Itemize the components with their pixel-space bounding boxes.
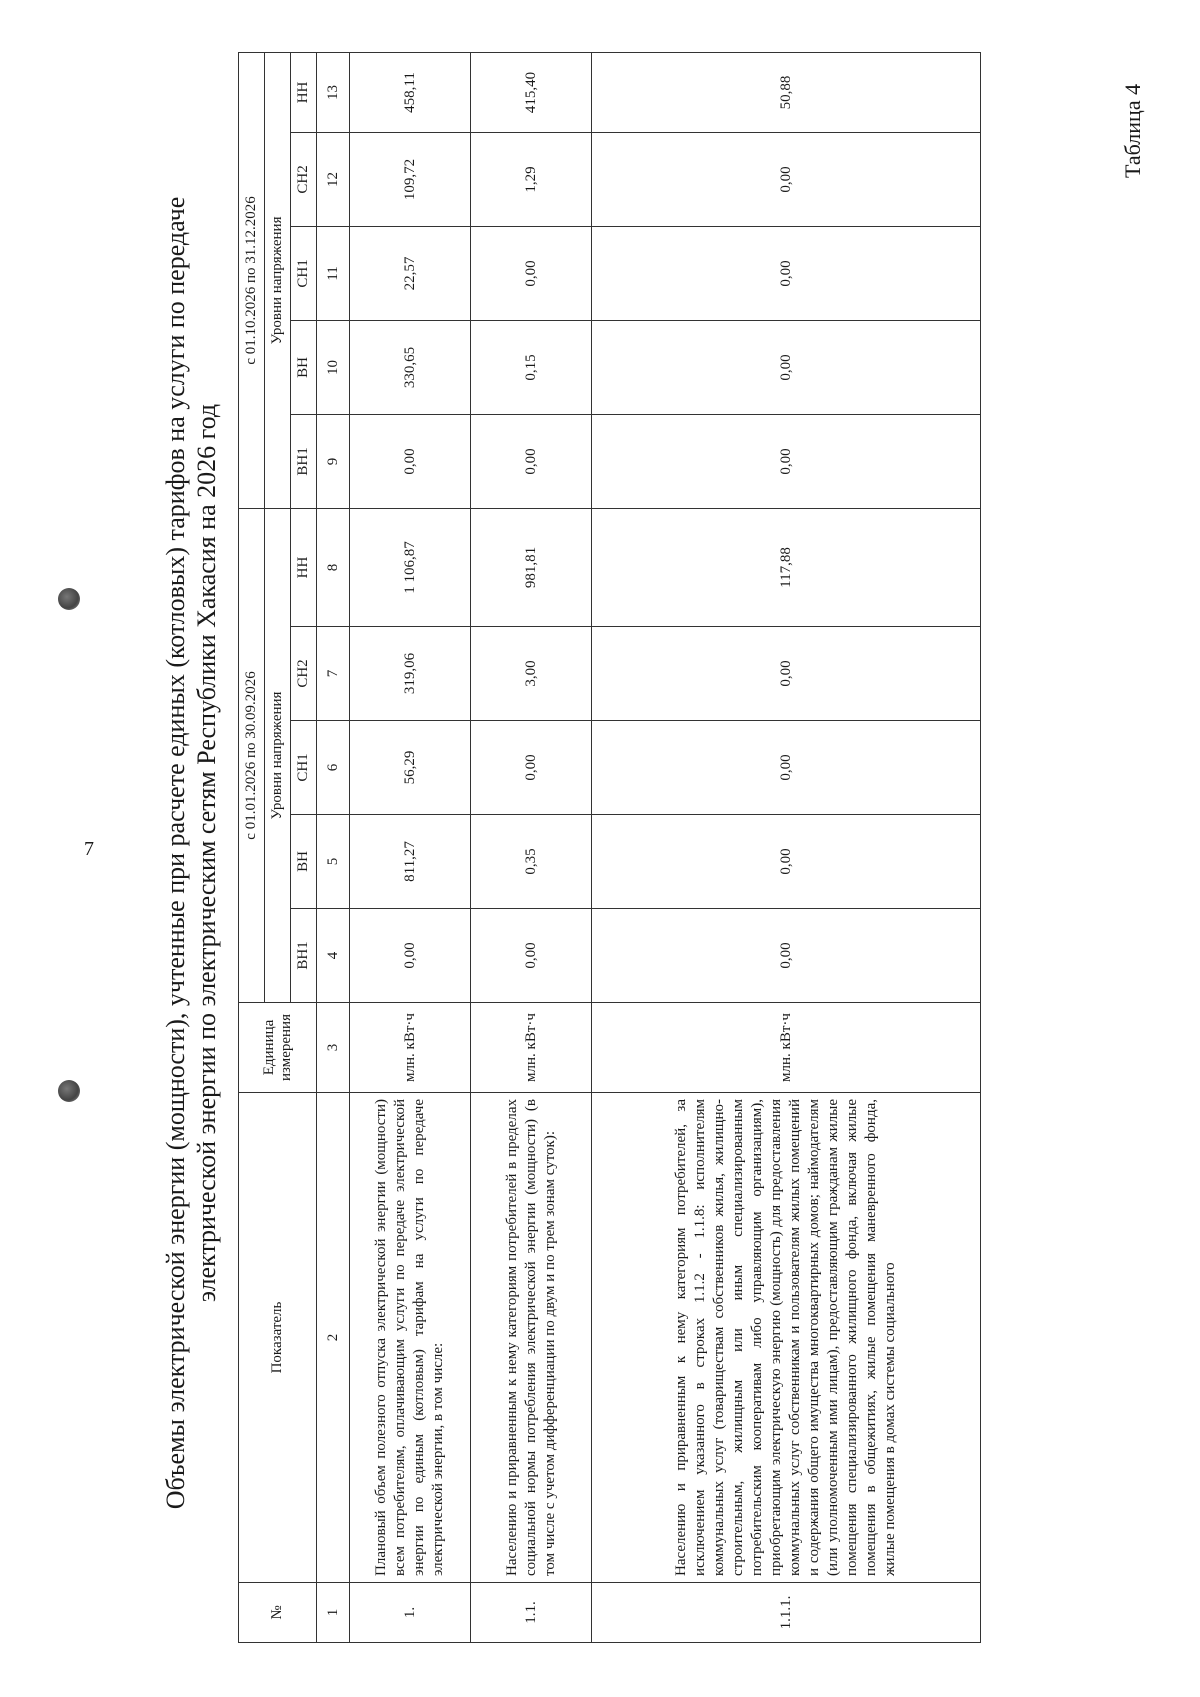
column-number: 10 — [317, 320, 350, 414]
column-number: 4 — [317, 909, 350, 1003]
value-cell: 458,11 — [350, 52, 471, 132]
table-row — [471, 52, 592, 1642]
value-cell: 319,06 — [350, 627, 471, 721]
column-number: 11 — [317, 226, 350, 320]
header-sn1: СН1 — [291, 226, 317, 320]
page-number: 7 — [84, 838, 94, 860]
value-cell: 0,00 — [592, 721, 981, 815]
value-cell: 0,15 — [471, 320, 592, 414]
header-no: № — [239, 1583, 317, 1643]
value-cell: 0,00 — [592, 815, 981, 909]
value-cell: 0,00 — [471, 414, 592, 508]
value-cell: 330,65 — [350, 320, 471, 414]
header-indicator: Показатель — [239, 1093, 317, 1583]
punch-hole-icon — [58, 1080, 80, 1102]
column-number: 8 — [317, 508, 350, 626]
header-sn2: СН2 — [291, 627, 317, 721]
header-unit: Единица измерения — [239, 1003, 317, 1093]
value-cell: 0,00 — [471, 909, 592, 1003]
header-nn: НН — [291, 508, 317, 626]
column-number: 9 — [317, 414, 350, 508]
value-cell: 0,00 — [592, 909, 981, 1003]
value-cell: 1 106,87 — [350, 508, 471, 626]
value-cell: 0,00 — [471, 721, 592, 815]
value-cell: 0,00 — [471, 226, 592, 320]
header-vn: ВН — [291, 815, 317, 909]
value-cell: 3,00 — [471, 627, 592, 721]
value-cell: 0,00 — [592, 627, 981, 721]
value-cell: 50,88 — [592, 52, 981, 132]
header-levels-1: Уровни напряжения — [265, 508, 291, 1002]
value-cell: 0,00 — [350, 414, 471, 508]
header-nn: НН — [291, 52, 317, 132]
column-number: 7 — [317, 627, 350, 721]
header-vn1: ВН1 — [291, 414, 317, 508]
header-row-periods — [239, 52, 265, 1642]
value-cell: 0,00 — [350, 909, 471, 1003]
value-cell: 109,72 — [350, 132, 471, 226]
punch-hole-icon — [58, 588, 80, 610]
value-cell: 0,00 — [592, 132, 981, 226]
value-cell: 0,00 — [592, 414, 981, 508]
row-number: 1.1.1. — [592, 1583, 981, 1643]
title-line-1: Объемы электрической энергии (мощности), учтенные при расчете единых (котловых) тарифов на услуги по передаче — [161, 196, 190, 1510]
column-number: 6 — [317, 721, 350, 815]
header-sn2: СН2 — [291, 132, 317, 226]
value-cell: 56,29 — [350, 721, 471, 815]
column-number: 3 — [317, 1003, 350, 1093]
table-row — [350, 52, 471, 1642]
value-cell: 811,27 — [350, 815, 471, 909]
document-title — [160, 63, 222, 1643]
value-cell: 1,29 — [471, 132, 592, 226]
header-vn1: ВН1 — [291, 909, 317, 1003]
column-number: 12 — [317, 132, 350, 226]
table-label: Таблица 4 — [1120, 83, 1145, 178]
row-indicator: Населению и приравненным к нему категориям потребителей в пределах социальной нормы потребления электрической энергии (мощности) (в том числе с учетом дифференциации по двум и по трем зонам суток): — [471, 1093, 592, 1583]
table-row — [592, 52, 981, 1642]
column-number-row — [317, 52, 350, 1642]
row-number: 1. — [350, 1583, 471, 1643]
row-unit: млн. кВт·ч — [471, 1003, 592, 1093]
header-period-1: с 01.01.2026 по 30.09.2026 — [239, 508, 265, 1002]
rotated-document-body — [160, 63, 1060, 1643]
header-vn: ВН — [291, 320, 317, 414]
value-cell: 0,35 — [471, 815, 592, 909]
header-period-2: с 01.10.2026 по 31.12.2026 — [239, 52, 265, 508]
value-cell: 415,40 — [471, 52, 592, 132]
column-number: 13 — [317, 52, 350, 132]
row-unit: млн. кВт·ч — [350, 1003, 471, 1093]
value-cell: 0,00 — [592, 320, 981, 414]
header-levels-2: Уровни напряжения — [265, 52, 291, 508]
volumes-table — [238, 52, 981, 1643]
column-number: 1 — [317, 1583, 350, 1643]
header-sn1: СН1 — [291, 721, 317, 815]
value-cell: 981,81 — [471, 508, 592, 626]
row-unit: млн. кВт·ч — [592, 1003, 981, 1093]
row-indicator: Плановый объем полезного отпуска электрической энергии (мощности) всем потребителям, оплачивающим услуги по передаче электрической энергии по единым (котловым) тарифам на услуги по передаче электрической энергии, в том числе: — [350, 1093, 471, 1583]
column-number: 5 — [317, 815, 350, 909]
title-line-2: электрической энергии по электрическим сетям Республики Хакасия на 2026 год — [192, 403, 221, 1303]
row-number: 1.1. — [471, 1583, 592, 1643]
value-cell: 0,00 — [592, 226, 981, 320]
value-cell: 22,57 — [350, 226, 471, 320]
value-cell: 117,88 — [592, 508, 981, 626]
column-number: 2 — [317, 1093, 350, 1583]
row-indicator: Населению и приравненным к нему категориям потребителей, за исключением указанного в строках 1.1.2 - 1.1.8: исполнителям коммунальных услуг (товариществам собственников жилья, жилищно-строительным, жилищным или иным специализированным потребительским кооперативам либо управляющим организациям), приобретающим электрическую энергию (мощность) для предоставления коммунальных услуг собственникам и пользователям жилых помещений и содержания общего имущества многоквартирных домов; наймодателям (или уполномоченным ими лицам), предоставляющим гражданам жилые помещения специализированного жилищного фонда, включая жилые помещения в общежитиях, жилые помещения маневренного фонда, жилые помещения в домах системы социального — [592, 1093, 981, 1583]
